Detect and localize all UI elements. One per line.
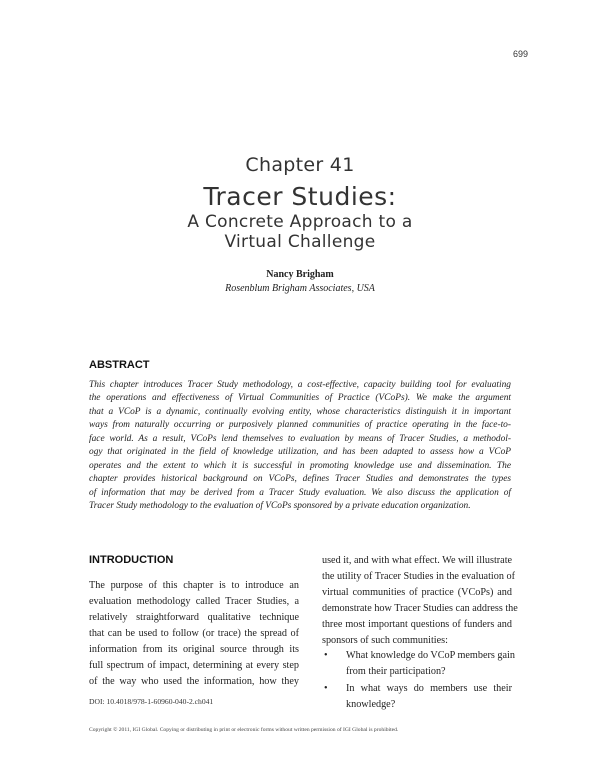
abstract-line: ways from naturally occurring or purposively planned communities of practice operating in the face-to- (89, 420, 511, 431)
introduction-heading: INTRODUCTION (89, 554, 174, 566)
author-affiliation: Rosenblum Brigham Associates, USA (225, 283, 375, 294)
body-line: information from its original source through its (89, 644, 299, 655)
abstract-line: ogy that originated in the field of knowledge utilization, and has been adapted to assess how a VCoP (89, 447, 511, 458)
body-line: demonstrate how Tracer Studies can address the (322, 603, 518, 614)
list-item-line: In what ways do members use their (346, 683, 512, 695)
body-line: full spectrum of impact, determining at every step (89, 660, 299, 671)
body-line: used it, and with what effect. We will illustrate (322, 555, 513, 566)
list-item (322, 648, 515, 679)
chapter-title: Tracer Studies: (203, 182, 397, 211)
abstract-line: This chapter introduces Tracer Study methodology, a cost-effective, capacity building tool for evaluating (89, 380, 511, 390)
abstract-heading: ABSTRACT (89, 359, 150, 371)
doi-label: DOI: 10.4018/978-1-60960-040-2.ch041 (89, 697, 214, 706)
body-line: virtual communities of practice (VCoPs) and (322, 587, 512, 598)
chapter-subtitle (0, 212, 600, 252)
body-line: of the way who used the information, how they (89, 676, 299, 687)
body-line: The purpose of this chapter is to introduce an (89, 580, 299, 591)
abstract-line: operates and the extent to which it is successful in promoting knowledge use and dissemination. The (89, 460, 511, 471)
abstract-line: of information that may be derived from a Tracer Study evaluation. We also discuss the application of (89, 487, 511, 498)
abstract-body (89, 379, 511, 514)
body-line: sponsors of such communities: (322, 635, 448, 646)
body-line: relatively straightforward qualitative technique (89, 612, 299, 623)
list-item (322, 681, 512, 712)
abstract-line: chapter provides historical background on VCoPs, defines Tracer Studies and demonstrates the types (89, 474, 511, 485)
list-item-line: from their participation? (346, 665, 446, 677)
chapter-label: Chapter 41 (245, 154, 355, 176)
body-line: the utility of Tracer Studies in the evaluation of (322, 571, 515, 582)
list-item-line: What knowledge do VCoP members gain (346, 650, 515, 661)
introduction-right-column (322, 553, 518, 649)
body-line: evaluation methodology called Tracer Studies, a (89, 596, 299, 607)
subtitle-line: A Concrete Approach to a (187, 212, 413, 232)
abstract-line: that a VCoP is a dynamic, continually evolving entity, whose characteristics distinguish it in important (89, 406, 511, 417)
copyright-notice: Copyright © 2011, IGI Global. Copying or distributing in print or electronic forms without written permission of IGI Global is prohibited. (89, 727, 399, 733)
abstract-line: face world. As a result, VCoPs lend themselves to evaluation by means of Tracer Studies, a methodol- (89, 433, 511, 444)
question-list (322, 648, 515, 714)
bullet-marker: • (324, 683, 328, 695)
author-name: Nancy Brigham (266, 269, 334, 280)
abstract-line: Tracer Study methodology to the evaluation of VCoPs sponsored by a private education organization. (89, 501, 471, 512)
list-item-line: knowledge? (346, 698, 396, 710)
abstract-line: the operations and effectiveness of Virtual Communities of Practice (VCoPs). We make the argument (89, 393, 511, 404)
introduction-left-column (89, 578, 299, 690)
body-line: that can be used to follow (or trace) the spread of (89, 628, 299, 639)
body-line: three most important questions of funders and (322, 619, 512, 630)
subtitle-line: Virtual Challenge (224, 232, 376, 252)
bullet-marker: • (324, 650, 328, 661)
page-number: 699 (512, 49, 528, 59)
